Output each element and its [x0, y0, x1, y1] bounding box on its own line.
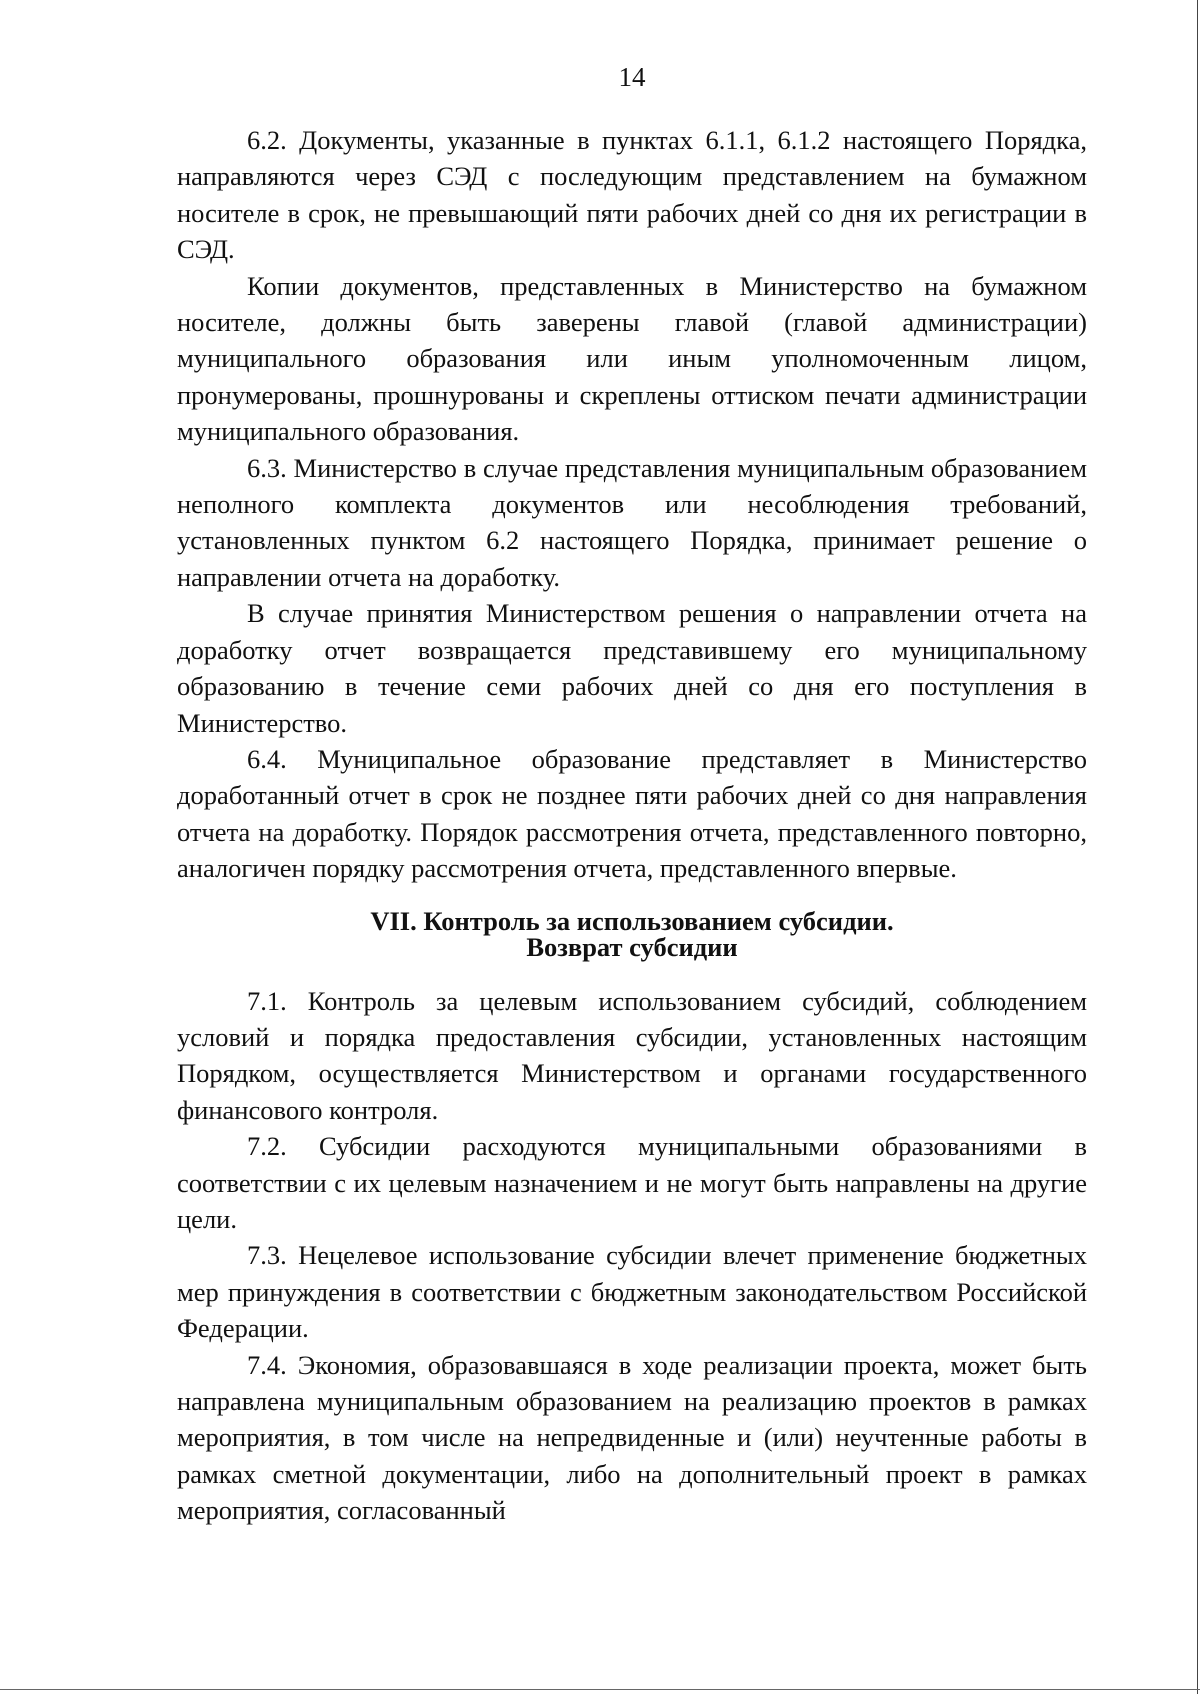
paragraph-7-4: 7.4. Экономия, образовавшаяся в ходе реализации проекта, может быть направлена муниципальным образованием на реализацию проектов в рамках мероприятия, в том числе на непредвиденные и (или) неучтенные работы в рамках сметной документации, либо на дополнительный проект в рамках мероприятия, согласованный: [177, 1349, 1087, 1526]
scan-edge-bottom: [0, 1689, 1200, 1690]
section-heading: [177, 905, 1087, 962]
section-heading-line-2: Возврат субсидии: [526, 931, 738, 962]
page-number: 14: [618, 62, 646, 92]
paragraph-7-3: 7.3. Нецелевое использование субсидии влечет применение бюджетных мер принуждения в соответствии с бюджетным законодательством Российской Федерации.: [177, 1240, 1087, 1344]
scan-edge-right: [1197, 0, 1198, 1694]
section-heading-line-1: VII. Контроль за использованием субсидии.: [370, 905, 894, 936]
paragraph-6-2: 6.2. Документы, указанные в пунктах 6.1.1, 6.1.2 настоящего Порядка, направляются через СЭД с последующим представлением на бумажном носителе в срок, не превышающий пяти рабочих дней со дня их регистрации в СЭД.: [177, 125, 1087, 265]
paragraph-7-2: 7.2. Субсидии расходуются муниципальными образованиями в соответствии с их целевым назначением и не могут быть направлены на другие цели.: [177, 1131, 1087, 1234]
paragraph-7-1: 7.1. Контроль за целевым использованием субсидий, соблюдением условий и порядка предоставления субсидии, установленных настоящим Порядком, осуществляется Министерством и органами государственного финансового контроля.: [177, 985, 1087, 1125]
paragraph-6-4: 6.4. Муниципальное образование представляет в Министерство доработанный отчет в срок не позднее пяти рабочих дней со дня направления отчета на доработку. Порядок рассмотрения отчета, представленного повторно, аналогичен порядку рассмотрения отчета, представленного впервые.: [177, 743, 1087, 884]
paragraph-copies: Копии документов, представленных в Министерство на бумажном носителе, должны быть заверены главой (главой администрации) муниципального образования или иным уполномоченным лицом, пронумерованы, прошнурованы и скреплены оттиском печати администрации муниципального образования.: [177, 270, 1087, 447]
document-body: [177, 122, 1087, 1529]
paragraph-6-3: 6.3. Министерство в случае представления муниципальным образованием неполного комплекта документов или несоблюдения требований, установленных пунктом 6.2 настоящего Порядка, принимает решение о направлении отчета на доработку.: [177, 452, 1087, 592]
paragraph-return: В случае принятия Министерством решения о направлении отчета на доработку отчет возвращается представившему его муниципальному образованию в течение семи рабочих дней со дня его поступления в Министерство.: [177, 598, 1087, 738]
